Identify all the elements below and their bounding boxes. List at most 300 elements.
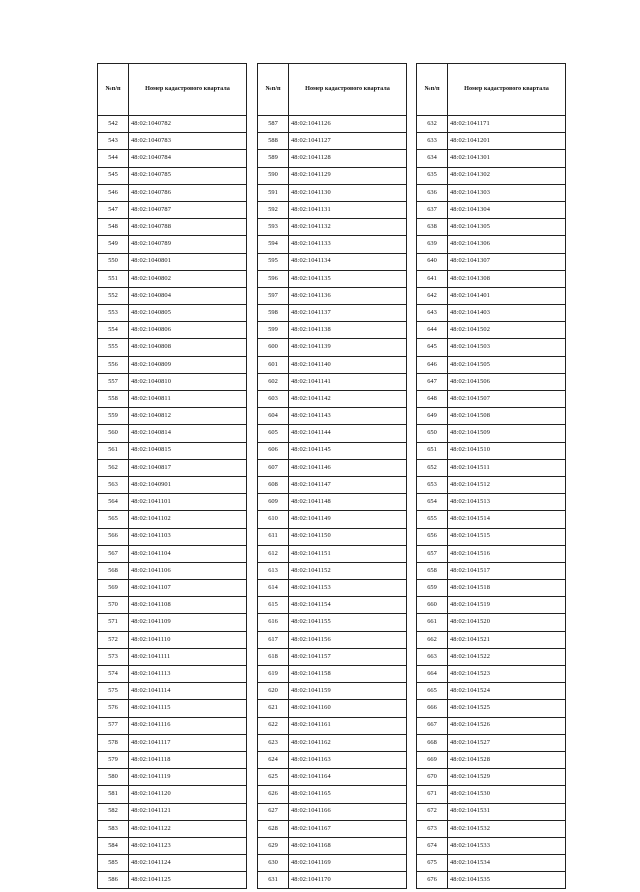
table-row	[417, 133, 566, 150]
cadastral-code: 48:02:1041509	[448, 425, 566, 442]
row-number: 651	[417, 442, 448, 459]
cadastral-code: 48:02:1041521	[448, 631, 566, 648]
row-number: 637	[417, 201, 448, 218]
table-row	[417, 614, 566, 631]
cadastral-code: 48:02:1041104	[129, 545, 247, 562]
cadastral-code: 48:02:1041502	[448, 322, 566, 339]
row-number: 591	[258, 184, 289, 201]
row-number: 607	[258, 459, 289, 476]
cadastral-code: 48:02:1040806	[129, 322, 247, 339]
cadastral-code: 48:02:1041535	[448, 872, 566, 889]
row-number: 622	[258, 717, 289, 734]
cadastral-code: 48:02:1041145	[289, 442, 407, 459]
row-number: 576	[98, 700, 129, 717]
row-number: 596	[258, 270, 289, 287]
row-number: 619	[258, 666, 289, 683]
table-row	[98, 425, 247, 442]
cadastral-code: 48:02:1041518	[448, 580, 566, 597]
table-row	[258, 116, 407, 133]
table-row	[98, 648, 247, 665]
row-number: 623	[258, 734, 289, 751]
cadastral-code: 48:02:1041118	[129, 751, 247, 768]
row-number: 552	[98, 287, 129, 304]
cadastral-code: 48:02:1041170	[289, 872, 407, 889]
row-number: 563	[98, 476, 129, 493]
table-row	[98, 820, 247, 837]
table-row	[98, 339, 247, 356]
cadastral-code: 48:02:1041525	[448, 700, 566, 717]
table-row	[417, 270, 566, 287]
table-header-row	[258, 64, 407, 116]
cadastral-code: 48:02:1041135	[289, 270, 407, 287]
row-number: 667	[417, 717, 448, 734]
table-row	[417, 373, 566, 390]
table-row	[417, 339, 566, 356]
table-row	[417, 476, 566, 493]
row-number: 635	[417, 167, 448, 184]
row-number: 636	[417, 184, 448, 201]
table-row	[258, 322, 407, 339]
row-number: 547	[98, 201, 129, 218]
row-number: 658	[417, 562, 448, 579]
cadastral-code: 48:02:1040814	[129, 425, 247, 442]
row-number: 611	[258, 528, 289, 545]
cadastral-code: 48:02:1041304	[448, 201, 566, 218]
table-row	[98, 734, 247, 751]
row-number: 620	[258, 683, 289, 700]
row-number: 634	[417, 150, 448, 167]
table-row	[417, 631, 566, 648]
table-row	[258, 648, 407, 665]
table-row	[417, 356, 566, 373]
cadastral-code: 48:02:1041168	[289, 837, 407, 854]
row-number: 601	[258, 356, 289, 373]
table-row	[98, 322, 247, 339]
cadastral-code: 48:02:1041533	[448, 837, 566, 854]
table-row	[417, 459, 566, 476]
row-number: 613	[258, 562, 289, 579]
row-number: 614	[258, 580, 289, 597]
cadastral-code: 48:02:1041169	[289, 855, 407, 872]
table-row	[258, 666, 407, 683]
row-number: 572	[98, 631, 129, 648]
cadastral-code: 48:02:1041160	[289, 700, 407, 717]
header-cadastral-code: Номер кадастрового квартала	[448, 64, 566, 116]
row-number: 628	[258, 820, 289, 837]
table-row	[417, 700, 566, 717]
table-row	[258, 459, 407, 476]
table-row	[417, 837, 566, 854]
table-row	[417, 820, 566, 837]
table-row	[98, 872, 247, 889]
table-row	[98, 511, 247, 528]
cadastral-code: 48:02:1041140	[289, 356, 407, 373]
row-number: 570	[98, 597, 129, 614]
row-number: 545	[98, 167, 129, 184]
cadastral-code: 48:02:1041150	[289, 528, 407, 545]
table-row	[417, 545, 566, 562]
table-row	[258, 253, 407, 270]
cadastral-code: 48:02:1041522	[448, 648, 566, 665]
table-row	[417, 236, 566, 253]
table-row	[98, 562, 247, 579]
table-row	[258, 528, 407, 545]
cadastral-code: 48:02:1041126	[289, 116, 407, 133]
cadastral-code: 48:02:1041143	[289, 408, 407, 425]
cadastral-code: 48:02:1040783	[129, 133, 247, 150]
table-row	[98, 184, 247, 201]
row-number: 568	[98, 562, 129, 579]
cadastral-code: 48:02:1041201	[448, 133, 566, 150]
table-row	[258, 476, 407, 493]
cadastral-code: 48:02:1041520	[448, 614, 566, 631]
row-number: 577	[98, 717, 129, 734]
cadastral-code: 48:02:1040801	[129, 253, 247, 270]
cadastral-code: 48:02:1041129	[289, 167, 407, 184]
cadastral-code: 48:02:1040789	[129, 236, 247, 253]
cadastral-code: 48:02:1041526	[448, 717, 566, 734]
row-number: 554	[98, 322, 129, 339]
cadastral-table-1	[97, 63, 247, 889]
row-number: 581	[98, 786, 129, 803]
cadastral-code: 48:02:1041136	[289, 287, 407, 304]
cadastral-code: 48:02:1041171	[448, 116, 566, 133]
row-number: 588	[258, 133, 289, 150]
cadastral-code: 48:02:1041132	[289, 219, 407, 236]
cadastral-code: 48:02:1041165	[289, 786, 407, 803]
row-number: 551	[98, 270, 129, 287]
table-row	[98, 597, 247, 614]
table-row	[258, 408, 407, 425]
table-row	[98, 236, 247, 253]
cadastral-code: 48:02:1041503	[448, 339, 566, 356]
cadastral-code: 48:02:1041505	[448, 356, 566, 373]
row-number: 592	[258, 201, 289, 218]
row-number: 645	[417, 339, 448, 356]
cadastral-code: 48:02:1041148	[289, 494, 407, 511]
table-row	[417, 683, 566, 700]
table-row	[98, 476, 247, 493]
table-row	[98, 373, 247, 390]
cadastral-code: 48:02:1041111	[129, 648, 247, 665]
table-row	[417, 408, 566, 425]
table-row	[258, 184, 407, 201]
cadastral-code: 48:02:1041147	[289, 476, 407, 493]
row-number: 639	[417, 236, 448, 253]
table-row	[258, 201, 407, 218]
table-row	[258, 580, 407, 597]
table-row	[98, 305, 247, 322]
row-number: 597	[258, 287, 289, 304]
row-number: 580	[98, 769, 129, 786]
cadastral-code: 48:02:1041158	[289, 666, 407, 683]
table-row	[417, 253, 566, 270]
row-number: 672	[417, 803, 448, 820]
row-number: 586	[98, 872, 129, 889]
table-row	[98, 167, 247, 184]
row-number: 612	[258, 545, 289, 562]
table-row	[417, 425, 566, 442]
table-row	[258, 614, 407, 631]
table-row	[258, 442, 407, 459]
row-number: 641	[417, 270, 448, 287]
table-row	[258, 236, 407, 253]
row-number: 640	[417, 253, 448, 270]
row-number: 608	[258, 476, 289, 493]
row-number: 670	[417, 769, 448, 786]
table-row	[417, 769, 566, 786]
row-number: 598	[258, 305, 289, 322]
row-number: 666	[417, 700, 448, 717]
cadastral-table-2	[257, 63, 407, 889]
table-row	[258, 562, 407, 579]
row-number: 625	[258, 769, 289, 786]
table-row	[417, 666, 566, 683]
cadastral-code: 48:02:1040817	[129, 459, 247, 476]
cadastral-code: 48:02:1041127	[289, 133, 407, 150]
table-row	[258, 837, 407, 854]
row-number: 664	[417, 666, 448, 683]
table-row	[417, 528, 566, 545]
cadastral-code: 48:02:1041131	[289, 201, 407, 218]
table-header-row	[98, 64, 247, 116]
row-number: 669	[417, 751, 448, 768]
cadastral-code: 48:02:1041122	[129, 820, 247, 837]
cadastral-code: 48:02:1041301	[448, 150, 566, 167]
row-number: 555	[98, 339, 129, 356]
row-number: 550	[98, 253, 129, 270]
cadastral-code: 48:02:1041138	[289, 322, 407, 339]
row-number: 557	[98, 373, 129, 390]
table-row	[98, 116, 247, 133]
table-row	[98, 545, 247, 562]
row-number: 653	[417, 476, 448, 493]
cadastral-code: 48:02:1041506	[448, 373, 566, 390]
row-number: 582	[98, 803, 129, 820]
cadastral-code: 48:02:1041162	[289, 734, 407, 751]
table-row	[98, 751, 247, 768]
table-row	[417, 442, 566, 459]
row-number: 656	[417, 528, 448, 545]
cadastral-code: 48:02:1041130	[289, 184, 407, 201]
cadastral-code: 48:02:1041529	[448, 769, 566, 786]
row-number: 573	[98, 648, 129, 665]
row-number: 648	[417, 391, 448, 408]
cadastral-code: 48:02:1041163	[289, 751, 407, 768]
cadastral-code: 48:02:1041103	[129, 528, 247, 545]
cadastral-code: 48:02:1041115	[129, 700, 247, 717]
row-number: 663	[417, 648, 448, 665]
row-number: 569	[98, 580, 129, 597]
table-row	[258, 631, 407, 648]
cadastral-code: 48:02:1041101	[129, 494, 247, 511]
cadastral-code: 48:02:1041120	[129, 786, 247, 803]
table-row	[258, 855, 407, 872]
row-number: 602	[258, 373, 289, 390]
table-row	[258, 219, 407, 236]
header-cadastral-code: Номер кадастрового квартала	[129, 64, 247, 116]
table-row	[417, 511, 566, 528]
cadastral-code: 48:02:1041514	[448, 511, 566, 528]
table-row	[417, 150, 566, 167]
row-number: 562	[98, 459, 129, 476]
table-row	[98, 442, 247, 459]
cadastral-code: 48:02:1040782	[129, 116, 247, 133]
row-number: 603	[258, 391, 289, 408]
cadastral-code: 48:02:1041507	[448, 391, 566, 408]
table-row	[98, 837, 247, 854]
cadastral-code: 48:02:1041511	[448, 459, 566, 476]
row-number: 548	[98, 219, 129, 236]
row-number: 646	[417, 356, 448, 373]
cadastral-code: 48:02:1040812	[129, 408, 247, 425]
cadastral-code: 48:02:1041152	[289, 562, 407, 579]
cadastral-code: 48:02:1041155	[289, 614, 407, 631]
table-row	[258, 270, 407, 287]
row-number: 621	[258, 700, 289, 717]
row-number: 674	[417, 837, 448, 854]
table-row	[258, 734, 407, 751]
row-number: 544	[98, 150, 129, 167]
row-number: 594	[258, 236, 289, 253]
table-row	[98, 631, 247, 648]
row-number: 605	[258, 425, 289, 442]
row-number: 627	[258, 803, 289, 820]
cadastral-code: 48:02:1041302	[448, 167, 566, 184]
table-row	[417, 305, 566, 322]
cadastral-code: 48:02:1041401	[448, 287, 566, 304]
table-row	[258, 597, 407, 614]
row-number: 642	[417, 287, 448, 304]
row-number: 604	[258, 408, 289, 425]
table-row	[98, 219, 247, 236]
cadastral-code: 48:02:1041305	[448, 219, 566, 236]
table-row	[417, 167, 566, 184]
cadastral-code: 48:02:1040802	[129, 270, 247, 287]
row-number: 617	[258, 631, 289, 648]
table-row	[417, 717, 566, 734]
row-number: 579	[98, 751, 129, 768]
table-row	[417, 116, 566, 133]
cadastral-code: 48:02:1040810	[129, 373, 247, 390]
row-number: 583	[98, 820, 129, 837]
row-number: 556	[98, 356, 129, 373]
table-row	[258, 700, 407, 717]
row-number: 650	[417, 425, 448, 442]
header-number: №п/п	[417, 64, 448, 116]
cadastral-code: 48:02:1041534	[448, 855, 566, 872]
cadastral-code: 48:02:1041508	[448, 408, 566, 425]
table-row	[258, 769, 407, 786]
cadastral-code: 48:02:1041517	[448, 562, 566, 579]
row-number: 633	[417, 133, 448, 150]
table-row	[258, 305, 407, 322]
row-number: 565	[98, 511, 129, 528]
cadastral-code: 48:02:1040785	[129, 167, 247, 184]
row-number: 657	[417, 545, 448, 562]
row-number: 624	[258, 751, 289, 768]
row-number: 571	[98, 614, 129, 631]
table-row	[258, 717, 407, 734]
table-header-row	[417, 64, 566, 116]
row-number: 589	[258, 150, 289, 167]
cadastral-code: 48:02:1041141	[289, 373, 407, 390]
cadastral-code: 48:02:1041119	[129, 769, 247, 786]
row-number: 560	[98, 425, 129, 442]
row-number: 595	[258, 253, 289, 270]
cadastral-code: 48:02:1041524	[448, 683, 566, 700]
row-number: 629	[258, 837, 289, 854]
table-row	[98, 459, 247, 476]
row-number: 638	[417, 219, 448, 236]
row-number: 675	[417, 855, 448, 872]
cadastral-code: 48:02:1041159	[289, 683, 407, 700]
cadastral-code: 48:02:1041110	[129, 631, 247, 648]
row-number: 649	[417, 408, 448, 425]
row-number: 542	[98, 116, 129, 133]
cadastral-code: 48:02:1040804	[129, 287, 247, 304]
row-number: 652	[417, 459, 448, 476]
row-number: 644	[417, 322, 448, 339]
cadastral-code: 48:02:1041156	[289, 631, 407, 648]
table-row	[417, 648, 566, 665]
table-row	[258, 150, 407, 167]
row-number: 659	[417, 580, 448, 597]
cadastral-code: 48:02:1041106	[129, 562, 247, 579]
table-row	[417, 287, 566, 304]
table-row	[98, 201, 247, 218]
table-row	[258, 511, 407, 528]
row-number: 676	[417, 872, 448, 889]
table-row	[258, 425, 407, 442]
cadastral-code: 48:02:1041137	[289, 305, 407, 322]
table-row	[417, 872, 566, 889]
cadastral-code: 48:02:1040788	[129, 219, 247, 236]
row-number: 587	[258, 116, 289, 133]
cadastral-code: 48:02:1041515	[448, 528, 566, 545]
row-number: 673	[417, 820, 448, 837]
cadastral-code: 48:02:1041121	[129, 803, 247, 820]
cadastral-code: 48:02:1041124	[129, 855, 247, 872]
cadastral-code: 48:02:1041516	[448, 545, 566, 562]
row-number: 654	[417, 494, 448, 511]
row-number: 610	[258, 511, 289, 528]
row-number: 647	[417, 373, 448, 390]
table-row	[98, 803, 247, 820]
cadastral-code: 48:02:1041164	[289, 769, 407, 786]
row-number: 661	[417, 614, 448, 631]
table-row	[98, 769, 247, 786]
row-number: 662	[417, 631, 448, 648]
row-number: 546	[98, 184, 129, 201]
table-row	[98, 666, 247, 683]
cadastral-code: 48:02:1040784	[129, 150, 247, 167]
cadastral-code: 48:02:1040787	[129, 201, 247, 218]
table-row	[98, 391, 247, 408]
cadastral-code: 48:02:1041532	[448, 820, 566, 837]
cadastral-code: 48:02:1041519	[448, 597, 566, 614]
header-number: №п/п	[258, 64, 289, 116]
table-row	[417, 391, 566, 408]
table-row	[258, 683, 407, 700]
table-row	[417, 322, 566, 339]
table-row	[417, 786, 566, 803]
table-row	[258, 872, 407, 889]
table-row	[417, 562, 566, 579]
table-row	[258, 751, 407, 768]
table-row	[417, 494, 566, 511]
cadastral-code: 48:02:1041133	[289, 236, 407, 253]
